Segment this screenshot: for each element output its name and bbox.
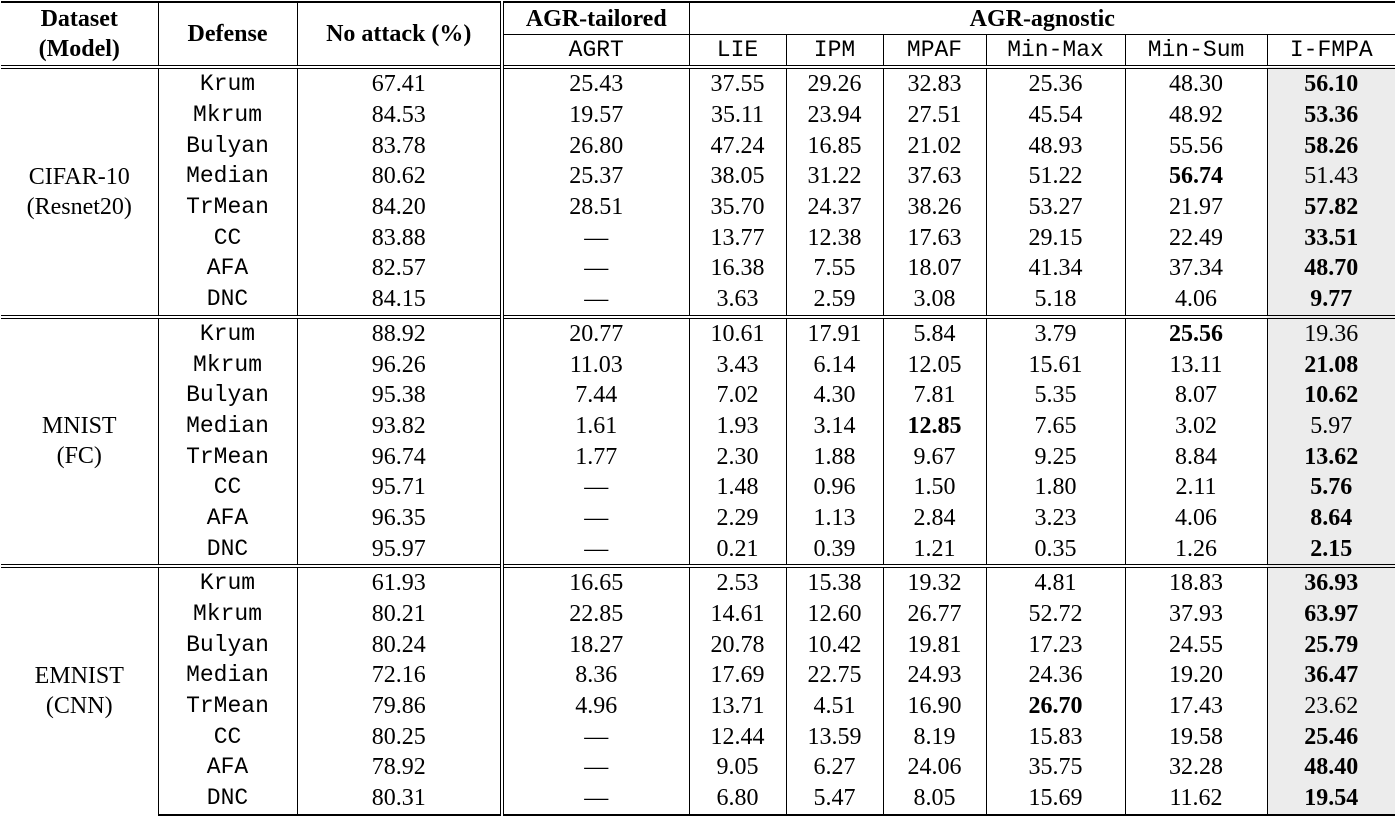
no-attack-cell: 83.88: [297, 222, 502, 253]
attack-value-cell: 8.36: [502, 660, 689, 691]
attack-value-cell: 12.38: [786, 222, 883, 253]
attack-value-cell: 19.20: [1125, 660, 1267, 691]
attack-value-cell: 26.80: [502, 130, 689, 161]
attack-value-cell: 24.55: [1125, 629, 1267, 660]
table-row: [1, 566, 1395, 599]
attack-value-cell: 35.70: [689, 192, 786, 223]
attack-value-cell: 32.83: [883, 67, 986, 100]
attack-value-cell: 8.07: [1125, 380, 1267, 411]
attack-value-cell: 19.32: [883, 566, 986, 599]
attack-value-cell: 36.47: [1267, 660, 1395, 691]
attack-value-cell: 7.44: [502, 380, 689, 411]
attack-header-agrt: AGRT: [502, 35, 689, 68]
attack-value-cell: 3.63: [689, 284, 786, 317]
dataset-name: CIFAR-10: [28, 163, 130, 190]
defense-cell: AFA: [158, 503, 297, 534]
no-attack-cell: 80.62: [297, 161, 502, 192]
attack-value-cell: 17.63: [883, 222, 986, 253]
attack-value-cell: 13.77: [689, 222, 786, 253]
defense-cell: DNC: [158, 783, 297, 815]
attack-value-cell: —: [502, 222, 689, 253]
defense-cell: TrMean: [158, 192, 297, 223]
attack-value-cell: —: [502, 533, 689, 566]
defense-cell: Mkrum: [158, 100, 297, 131]
attack-value-cell: 1.13: [786, 503, 883, 534]
no-attack-cell: 95.97: [297, 533, 502, 566]
attack-value-cell: 7.81: [883, 380, 986, 411]
no-attack-cell: 61.93: [297, 566, 502, 599]
attack-value-cell: 8.64: [1267, 503, 1395, 534]
attack-header-mpaf: MPAF: [883, 35, 986, 68]
dataset-name: EMNIST: [34, 663, 124, 690]
attack-value-cell: 11.62: [1125, 783, 1267, 815]
attack-value-cell: 3.23: [986, 503, 1125, 534]
table-row: [1, 599, 1395, 630]
no-attack-cell: 84.20: [297, 192, 502, 223]
no-attack-cell: 93.82: [297, 411, 502, 442]
attack-value-cell: 1.26: [1125, 533, 1267, 566]
attack-value-cell: 5.35: [986, 380, 1125, 411]
defense-cell: Mkrum: [158, 349, 297, 380]
results-body: [1, 67, 1395, 815]
table-row: [1, 380, 1395, 411]
attack-value-cell: 55.56: [1125, 130, 1267, 161]
attack-value-cell: 22.49: [1125, 222, 1267, 253]
attack-value-cell: 32.28: [1125, 752, 1267, 783]
attack-value-cell: 2.30: [689, 441, 786, 472]
defense-cell: Krum: [158, 67, 297, 100]
attack-value-cell: 19.36: [1267, 317, 1395, 350]
attack-value-cell: —: [502, 721, 689, 752]
attack-value-cell: 53.27: [986, 192, 1125, 223]
attack-value-cell: 1.48: [689, 472, 786, 503]
attack-value-cell: 0.39: [786, 533, 883, 566]
no-attack-cell: 80.21: [297, 599, 502, 630]
attack-value-cell: 16.90: [883, 691, 986, 722]
attack-value-cell: 4.81: [986, 566, 1125, 599]
attack-value-cell: 37.93: [1125, 599, 1267, 630]
table-row: [1, 100, 1395, 131]
attack-value-cell: 13.59: [786, 721, 883, 752]
attack-value-cell: 33.51: [1267, 222, 1395, 253]
table-row: [1, 503, 1395, 534]
model-header-label: (Model): [38, 36, 120, 62]
defense-cell: Bulyan: [158, 380, 297, 411]
attack-value-cell: —: [502, 472, 689, 503]
attack-value-cell: 12.60: [786, 599, 883, 630]
attack-value-cell: 23.62: [1267, 691, 1395, 722]
attack-value-cell: 13.71: [689, 691, 786, 722]
table-row: [1, 721, 1395, 752]
attack-value-cell: 48.92: [1125, 100, 1267, 131]
attack-value-cell: 26.77: [883, 599, 986, 630]
defense-cell: AFA: [158, 752, 297, 783]
table-row: [1, 253, 1395, 284]
attack-value-cell: 26.70: [986, 691, 1125, 722]
attack-value-cell: 14.61: [689, 599, 786, 630]
attack-value-cell: —: [502, 752, 689, 783]
defense-cell: Krum: [158, 317, 297, 350]
attack-value-cell: 27.51: [883, 100, 986, 131]
no-attack-cell: 79.86: [297, 691, 502, 722]
attack-value-cell: 7.55: [786, 253, 883, 284]
defense-cell: DNC: [158, 533, 297, 566]
attack-value-cell: 13.11: [1125, 349, 1267, 380]
attack-value-cell: 15.69: [986, 783, 1125, 815]
no-attack-header: No attack (%): [297, 2, 502, 67]
attack-value-cell: 7.02: [689, 380, 786, 411]
attack-value-cell: 10.42: [786, 629, 883, 660]
attack-value-cell: 2.59: [786, 284, 883, 317]
attack-value-cell: 9.67: [883, 441, 986, 472]
no-attack-cell: 96.74: [297, 441, 502, 472]
table-row: [1, 629, 1395, 660]
attack-value-cell: 13.62: [1267, 441, 1395, 472]
attack-value-cell: 38.26: [883, 192, 986, 223]
attack-value-cell: 9.25: [986, 441, 1125, 472]
table-row: [1, 222, 1395, 253]
attack-value-cell: 48.70: [1267, 253, 1395, 284]
attack-value-cell: 2.11: [1125, 472, 1267, 503]
attack-value-cell: 6.80: [689, 783, 786, 815]
attack-value-cell: 48.93: [986, 130, 1125, 161]
attack-value-cell: 19.81: [883, 629, 986, 660]
attack-value-cell: 21.97: [1125, 192, 1267, 223]
defense-cell: CC: [158, 721, 297, 752]
attack-value-cell: 0.96: [786, 472, 883, 503]
table-row: [1, 161, 1395, 192]
attack-value-cell: 1.21: [883, 533, 986, 566]
no-attack-cell: 80.25: [297, 721, 502, 752]
no-attack-cell: 88.92: [297, 317, 502, 350]
dataset-cell: [1, 67, 158, 317]
attack-header-lie: LIE: [689, 35, 786, 68]
attack-value-cell: 24.36: [986, 660, 1125, 691]
attack-value-cell: 25.36: [986, 67, 1125, 100]
table-row: [1, 130, 1395, 161]
attack-value-cell: 22.85: [502, 599, 689, 630]
table-row: [1, 783, 1395, 815]
attack-value-cell: 63.97: [1267, 599, 1395, 630]
attack-value-cell: 8.05: [883, 783, 986, 815]
attack-value-cell: 19.54: [1267, 783, 1395, 815]
attack-value-cell: 2.15: [1267, 533, 1395, 566]
attack-header-i-fmpa: I-FMPA: [1267, 35, 1395, 68]
attack-value-cell: 29.26: [786, 67, 883, 100]
defense-cell: AFA: [158, 253, 297, 284]
no-attack-cell: 78.92: [297, 752, 502, 783]
attack-value-cell: 1.77: [502, 441, 689, 472]
attack-value-cell: 18.07: [883, 253, 986, 284]
table-row: [1, 472, 1395, 503]
attack-value-cell: 38.05: [689, 161, 786, 192]
no-attack-cell: 80.31: [297, 783, 502, 815]
attack-value-cell: 1.61: [502, 411, 689, 442]
defense-cell: TrMean: [158, 441, 297, 472]
defense-cell: Median: [158, 660, 297, 691]
attack-value-cell: 21.02: [883, 130, 986, 161]
attack-value-cell: 4.06: [1125, 503, 1267, 534]
no-attack-cell: 96.26: [297, 349, 502, 380]
attack-value-cell: 18.83: [1125, 566, 1267, 599]
attack-value-cell: 10.61: [689, 317, 786, 350]
attack-value-cell: 5.84: [883, 317, 986, 350]
attack-value-cell: 3.79: [986, 317, 1125, 350]
attack-value-cell: —: [502, 503, 689, 534]
attack-value-cell: 16.85: [786, 130, 883, 161]
defense-cell: TrMean: [158, 691, 297, 722]
table-row: [1, 349, 1395, 380]
attack-value-cell: —: [502, 783, 689, 815]
attack-value-cell: 6.14: [786, 349, 883, 380]
attack-value-cell: 17.91: [786, 317, 883, 350]
attack-value-cell: 53.36: [1267, 100, 1395, 131]
attack-value-cell: 15.83: [986, 721, 1125, 752]
no-attack-cell: 82.57: [297, 253, 502, 284]
table-row: [1, 660, 1395, 691]
defense-cell: Median: [158, 161, 297, 192]
attack-value-cell: 9.77: [1267, 284, 1395, 317]
attack-value-cell: 5.97: [1267, 411, 1395, 442]
attack-value-cell: 16.38: [689, 253, 786, 284]
attack-value-cell: 24.37: [786, 192, 883, 223]
attack-value-cell: 6.27: [786, 752, 883, 783]
attack-value-cell: 3.43: [689, 349, 786, 380]
table-row: [1, 411, 1395, 442]
attack-value-cell: 1.93: [689, 411, 786, 442]
attack-value-cell: 5.76: [1267, 472, 1395, 503]
attack-value-cell: 35.11: [689, 100, 786, 131]
attack-value-cell: 45.54: [986, 100, 1125, 131]
attack-value-cell: 37.55: [689, 67, 786, 100]
attack-value-cell: 12.44: [689, 721, 786, 752]
no-attack-cell: 96.35: [297, 503, 502, 534]
no-attack-cell: 84.15: [297, 284, 502, 317]
no-attack-cell: 95.71: [297, 472, 502, 503]
attack-value-cell: 51.22: [986, 161, 1125, 192]
attack-value-cell: 24.93: [883, 660, 986, 691]
attack-value-cell: 25.37: [502, 161, 689, 192]
attack-value-cell: 23.94: [786, 100, 883, 131]
attack-value-cell: 57.82: [1267, 192, 1395, 223]
attack-value-cell: 41.34: [986, 253, 1125, 284]
attack-value-cell: 2.53: [689, 566, 786, 599]
table-row: [1, 284, 1395, 317]
attack-value-cell: 58.26: [1267, 130, 1395, 161]
no-attack-cell: 84.53: [297, 100, 502, 131]
attack-value-cell: 36.93: [1267, 566, 1395, 599]
table-row: [1, 317, 1395, 350]
attack-value-cell: 1.80: [986, 472, 1125, 503]
defense-cell: Krum: [158, 566, 297, 599]
no-attack-cell: 72.16: [297, 660, 502, 691]
attack-value-cell: 25.56: [1125, 317, 1267, 350]
attack-value-cell: 5.47: [786, 783, 883, 815]
attack-value-cell: 51.43: [1267, 161, 1395, 192]
defense-cell: Median: [158, 411, 297, 442]
attack-value-cell: 11.03: [502, 349, 689, 380]
attack-value-cell: 19.57: [502, 100, 689, 131]
results-table: [1, 1, 1395, 816]
attack-value-cell: 21.08: [1267, 349, 1395, 380]
dataset-header-label: Dataset: [40, 6, 118, 32]
defense-cell: CC: [158, 222, 297, 253]
dataset-header: [1, 2, 158, 67]
attack-value-cell: 1.50: [883, 472, 986, 503]
attack-value-cell: 3.02: [1125, 411, 1267, 442]
attack-value-cell: —: [502, 284, 689, 317]
attack-value-cell: 25.43: [502, 67, 689, 100]
defense-header: Defense: [158, 2, 297, 67]
attack-value-cell: 19.58: [1125, 721, 1267, 752]
attack-header-min-max: Min-Max: [986, 35, 1125, 68]
no-attack-cell: 95.38: [297, 380, 502, 411]
attack-value-cell: 52.72: [986, 599, 1125, 630]
defense-cell: CC: [158, 472, 297, 503]
attack-value-cell: 56.74: [1125, 161, 1267, 192]
attack-value-cell: 17.69: [689, 660, 786, 691]
agr-tailored-header: AGR-tailored: [502, 2, 689, 35]
attack-value-cell: —: [502, 253, 689, 284]
agr-agnostic-header: AGR-agnostic: [689, 2, 1395, 35]
attack-value-cell: 3.08: [883, 284, 986, 317]
table-row: [1, 752, 1395, 783]
attack-value-cell: 2.84: [883, 503, 986, 534]
dataset-name: MNIST: [41, 413, 117, 440]
attack-value-cell: 15.38: [786, 566, 883, 599]
attack-value-cell: 48.40: [1267, 752, 1395, 783]
attack-value-cell: 29.15: [986, 222, 1125, 253]
defense-cell: DNC: [158, 284, 297, 317]
attack-value-cell: 4.51: [786, 691, 883, 722]
table-row: [1, 67, 1395, 100]
attack-header-min-sum: Min-Sum: [1125, 35, 1267, 68]
header-row-groups: [1, 2, 1395, 35]
model-name: (FC): [56, 443, 102, 470]
no-attack-cell: 83.78: [297, 130, 502, 161]
attack-value-cell: 4.06: [1125, 284, 1267, 317]
attack-value-cell: 17.23: [986, 629, 1125, 660]
attack-value-cell: 56.10: [1267, 67, 1395, 100]
defense-cell: Bulyan: [158, 629, 297, 660]
attack-value-cell: 20.77: [502, 317, 689, 350]
model-name: (CNN): [45, 693, 113, 720]
table-row: [1, 533, 1395, 566]
attack-value-cell: 16.65: [502, 566, 689, 599]
attack-value-cell: 1.88: [786, 441, 883, 472]
attack-value-cell: 47.24: [689, 130, 786, 161]
model-name: (Resnet20): [26, 193, 132, 220]
attack-value-cell: 15.61: [986, 349, 1125, 380]
attack-value-cell: 0.21: [689, 533, 786, 566]
defense-cell: Bulyan: [158, 130, 297, 161]
no-attack-cell: 80.24: [297, 629, 502, 660]
table-row: [1, 441, 1395, 472]
attack-value-cell: 25.46: [1267, 721, 1395, 752]
attack-value-cell: 24.06: [883, 752, 986, 783]
attack-value-cell: 22.75: [786, 660, 883, 691]
attack-value-cell: 35.75: [986, 752, 1125, 783]
attack-value-cell: 17.43: [1125, 691, 1267, 722]
attack-value-cell: 12.85: [883, 411, 986, 442]
attack-value-cell: 7.65: [986, 411, 1125, 442]
attack-value-cell: 0.35: [986, 533, 1125, 566]
attack-value-cell: 20.78: [689, 629, 786, 660]
attack-value-cell: 4.30: [786, 380, 883, 411]
dataset-cell: [1, 566, 158, 815]
table-row: [1, 192, 1395, 223]
attack-value-cell: 31.22: [786, 161, 883, 192]
attack-value-cell: 10.62: [1267, 380, 1395, 411]
attack-value-cell: 37.63: [883, 161, 986, 192]
dataset-cell: [1, 317, 158, 567]
attack-value-cell: 28.51: [502, 192, 689, 223]
attack-value-cell: 48.30: [1125, 67, 1267, 100]
attack-value-cell: 37.34: [1125, 253, 1267, 284]
attack-value-cell: 2.29: [689, 503, 786, 534]
attack-value-cell: 8.19: [883, 721, 986, 752]
attack-value-cell: 4.96: [502, 691, 689, 722]
attack-value-cell: 18.27: [502, 629, 689, 660]
attack-header-ipm: IPM: [786, 35, 883, 68]
table-row: [1, 691, 1395, 722]
attack-value-cell: 8.84: [1125, 441, 1267, 472]
attack-value-cell: 12.05: [883, 349, 986, 380]
no-attack-cell: 67.41: [297, 67, 502, 100]
defense-cell: Mkrum: [158, 599, 297, 630]
attack-value-cell: 9.05: [689, 752, 786, 783]
attack-value-cell: 5.18: [986, 284, 1125, 317]
attack-value-cell: 25.79: [1267, 629, 1395, 660]
attack-value-cell: 3.14: [786, 411, 883, 442]
